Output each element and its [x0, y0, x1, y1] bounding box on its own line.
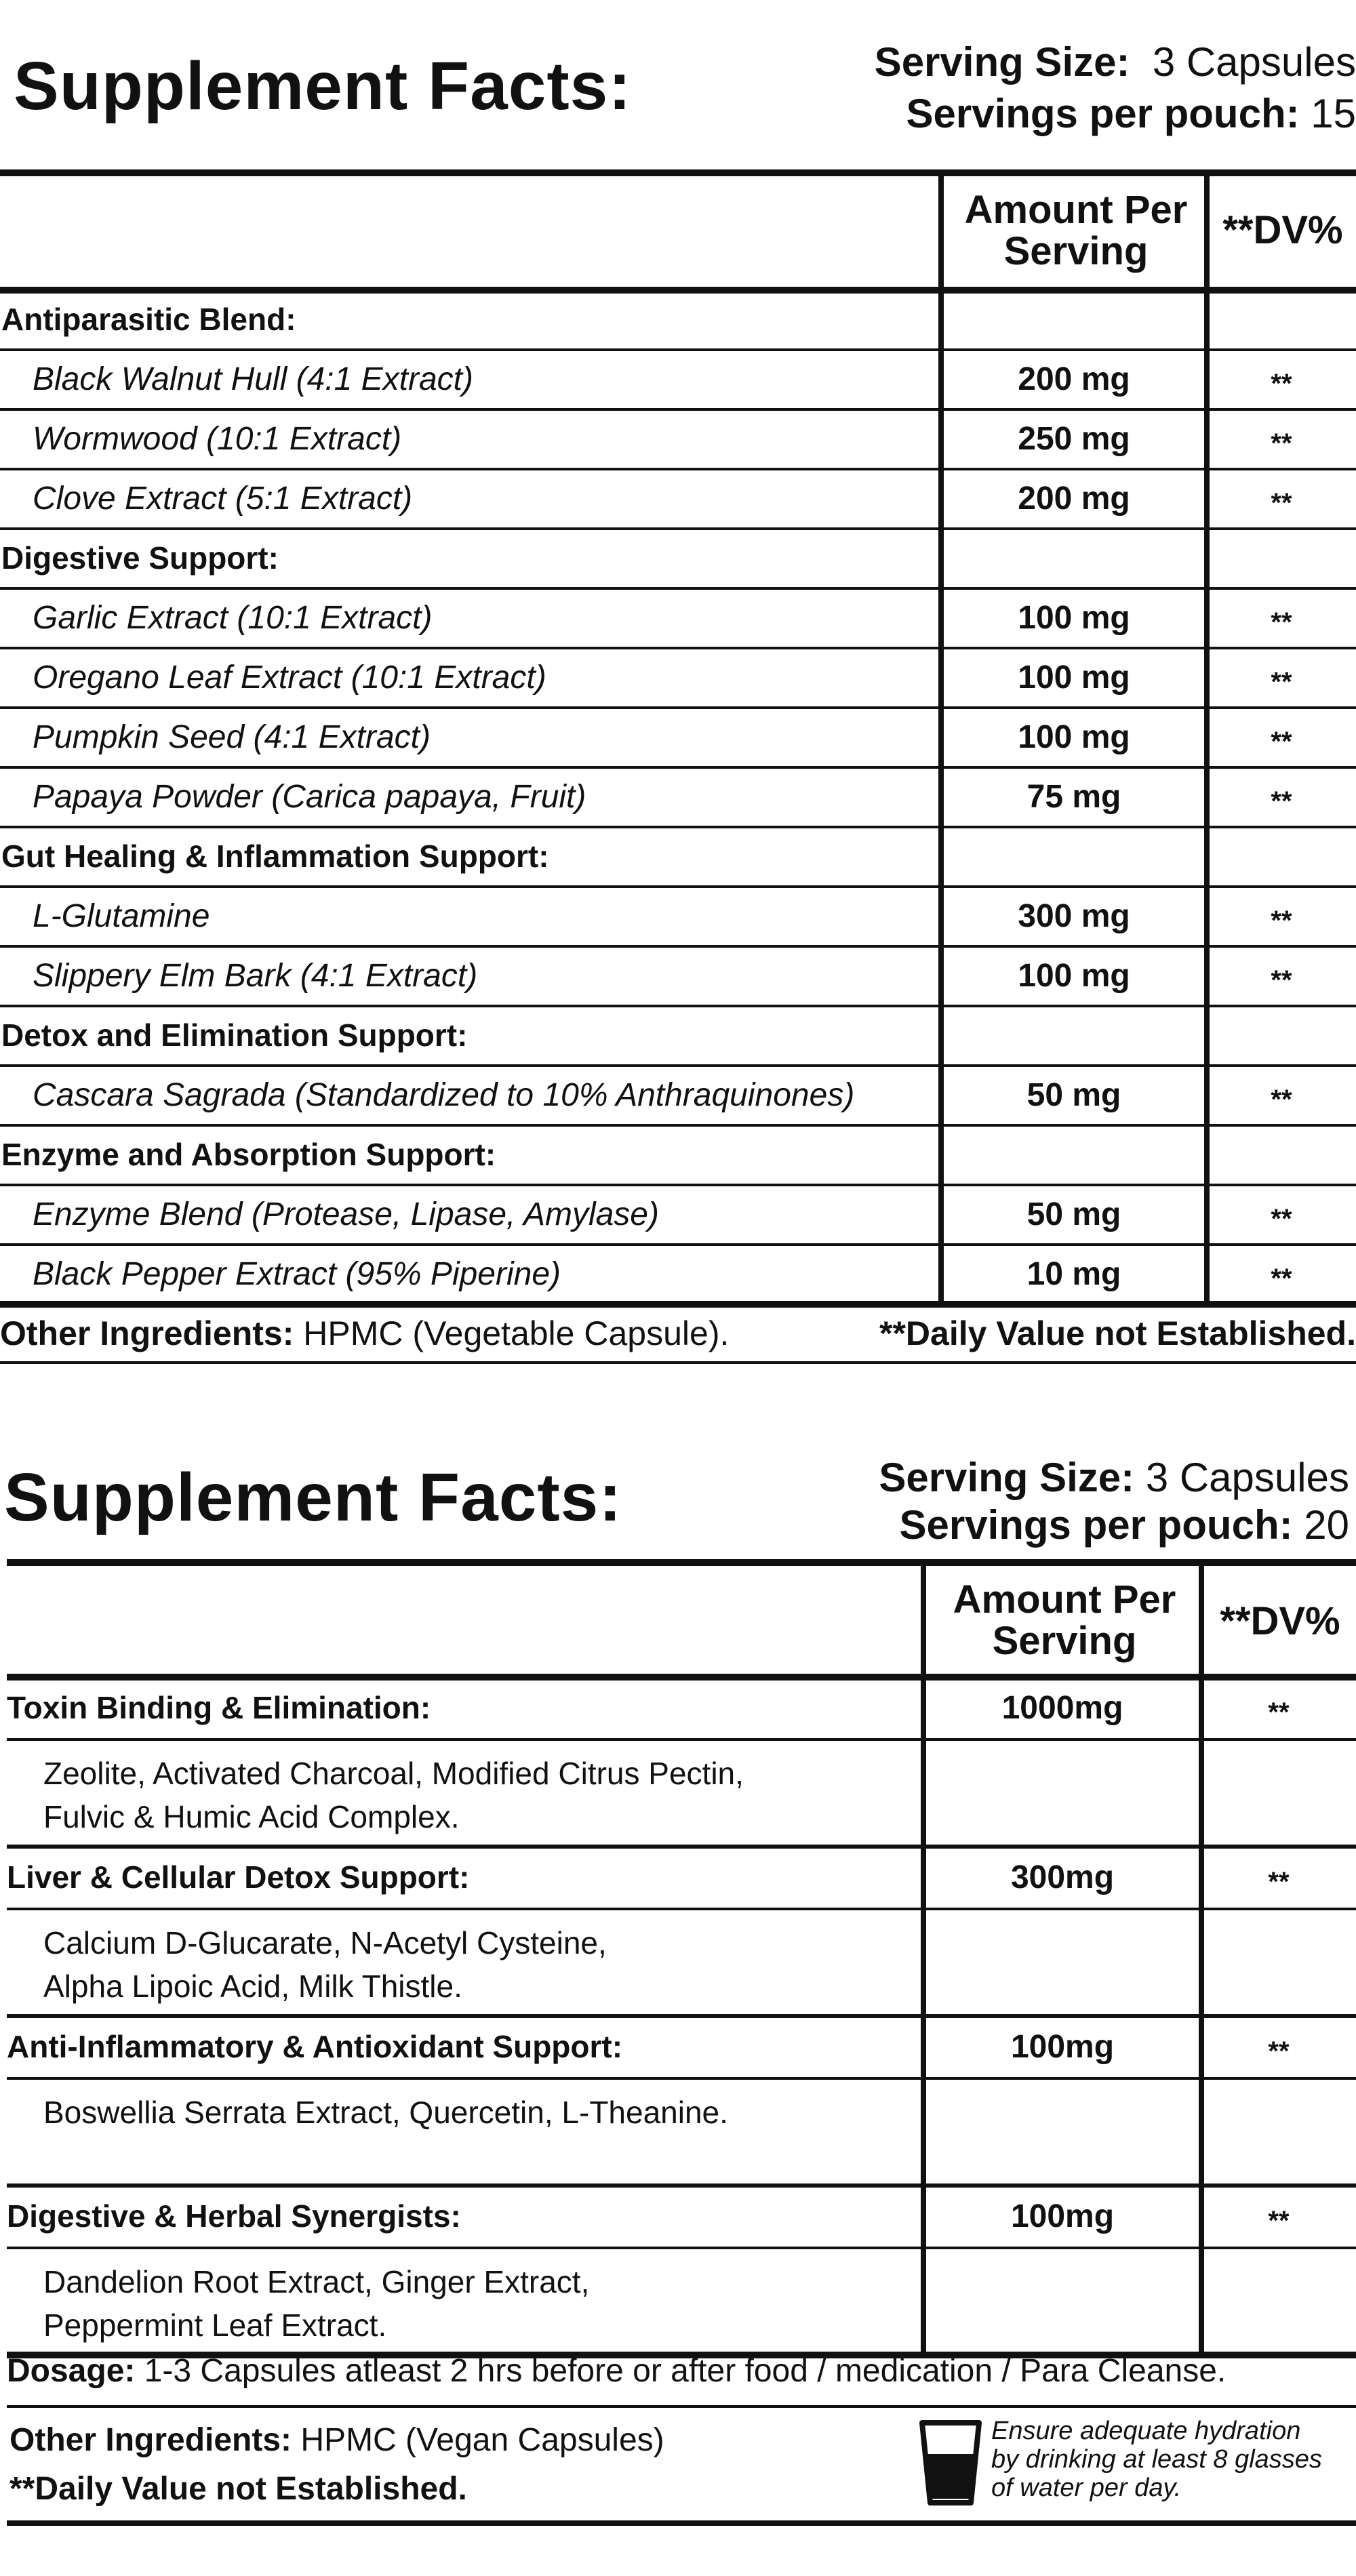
row-rule	[0, 706, 1356, 709]
group-ingredients-line-2: Fulvic & Humic Acid Complex.	[43, 1799, 460, 1834]
panel-1-col-dv: **DV%	[1222, 208, 1343, 252]
ingredient-amount: 50 mg	[1026, 1196, 1121, 1232]
group-ingredients-line-1: Calcium D-Glucarate, N-Acetyl Cysteine,	[43, 1925, 607, 1960]
group-amount: 100mg	[1010, 2029, 1115, 2065]
panel-1-serving-size: Serving Size: 3 Capsules	[874, 39, 1356, 85]
group-name: Liver & Cellular Detox Support:	[7, 1859, 470, 1895]
panel-2-col-amount: Amount Per Serving	[953, 1577, 1176, 1663]
ingredient-name: Garlic Extract (10:1 Extract)	[33, 600, 433, 636]
panel-2-serving-size: Serving Size: 3 Capsules	[879, 1455, 1349, 1500]
panel-1-dv-note: **Daily Value not Established.	[879, 1314, 1356, 1352]
ingredient-dv: **	[1271, 1204, 1292, 1234]
group-dv: **	[1268, 1867, 1290, 1897]
ingredient-dv: **	[1271, 727, 1292, 757]
category-name: Enzyme and Absorption Support:	[1, 1137, 496, 1172]
row-rule	[0, 468, 1356, 470]
panel-1-header-rule	[0, 287, 1356, 294]
panel-1-other-ingredients: Other Ingredients: HPMC (Vegetable Capsule).	[0, 1314, 730, 1352]
row-rule	[7, 2077, 1356, 2080]
row-rule	[0, 647, 1356, 649]
group-ingredients-line-1: Dandelion Root Extract, Ginger Extract,	[43, 2264, 590, 2299]
panel-2-footer-rule	[7, 2520, 1356, 2526]
group-name: Anti-Inflammatory & Antioxidant Support:	[7, 2029, 623, 2064]
row-rule	[7, 1738, 1356, 1741]
panel-1-col-divider-1	[938, 169, 944, 1304]
water-glass-icon	[917, 2419, 984, 2507]
ingredient-dv: **	[1271, 786, 1292, 816]
ingredient-dv: **	[1271, 428, 1292, 458]
panel-2-top-rule	[7, 1559, 1356, 1566]
row-rule	[0, 1243, 1356, 1246]
ingredient-dv: **	[1271, 369, 1292, 399]
group-dv: **	[1268, 2036, 1290, 2066]
group-rule	[7, 2183, 1356, 2188]
ingredient-amount: 50 mg	[1026, 1077, 1121, 1113]
panel-1-col-divider-2	[1204, 169, 1210, 1304]
row-rule	[0, 885, 1356, 888]
ingredient-dv: **	[1271, 1085, 1292, 1114]
ingredient-name: Enzyme Blend (Protease, Lipase, Amylase)	[33, 1196, 659, 1232]
ingredient-amount: 75 mg	[1026, 779, 1121, 815]
ingredient-name: Black Pepper Extract (95% Piperine)	[33, 1256, 561, 1292]
panel-1-footer-rule	[0, 1361, 1356, 1364]
row-rule	[0, 348, 1356, 351]
group-rule	[7, 1845, 1356, 1849]
group-dv: **	[1268, 1697, 1290, 1727]
ingredient-amount: 300 mg	[1018, 898, 1130, 934]
group-amount: 1000mg	[1001, 1690, 1123, 1726]
ingredient-name: Cascara Sagrada (Standardized to 10% Anthraquinones)	[33, 1077, 855, 1113]
group-name: Toxin Binding & Elimination:	[7, 1690, 431, 1725]
ingredient-dv: **	[1271, 965, 1292, 995]
ingredient-name: Wormwood (10:1 Extract)	[33, 421, 402, 457]
group-name: Digestive & Herbal Synergists:	[7, 2198, 461, 2234]
panel-1-col-amount: Amount Per Serving	[964, 188, 1188, 273]
ingredient-name: L-Glutamine	[33, 898, 210, 934]
row-rule	[0, 527, 1356, 530]
panel-2-col-divider-1	[921, 1559, 926, 2355]
ingredient-name: Slippery Elm Bark (4:1 Extract)	[33, 958, 478, 994]
panel-1-top-rule	[0, 169, 1356, 176]
group-ingredients-line-1: Zeolite, Activated Charcoal, Modified Citrus Pectin,	[43, 1756, 744, 1791]
group-amount: 100mg	[1010, 2198, 1115, 2234]
row-rule	[0, 945, 1356, 948]
category-name: Digestive Support:	[1, 540, 279, 576]
row-rule	[0, 1064, 1356, 1067]
panel-2-servings-per-pouch: Servings per pouch: 20	[899, 1502, 1349, 1548]
group-ingredients-line-1: Boswellia Serrata Extract, Quercetin, L-Theanine.	[43, 2095, 728, 2130]
panel-2-header-rule	[7, 1674, 1356, 1681]
ingredient-amount: 100 mg	[1018, 719, 1130, 755]
ingredient-name: Black Walnut Hull (4:1 Extract)	[33, 361, 473, 397]
ingredient-dv: **	[1271, 607, 1292, 637]
ingredient-name: Clove Extract (5:1 Extract)	[33, 481, 413, 517]
ingredient-amount: 200 mg	[1018, 481, 1130, 517]
panel-1-title: Supplement Facts:	[14, 48, 632, 124]
category-name: Antiparasitic Blend:	[1, 302, 296, 337]
panel-1-bottom-rule	[0, 1301, 1356, 1308]
panel-1-servings-per-pouch: Servings per pouch: 15	[906, 91, 1356, 136]
ingredient-amount: 10 mg	[1026, 1256, 1121, 1292]
row-rule	[7, 1908, 1356, 1910]
row-rule	[0, 826, 1356, 828]
panel-2-col-dv: **DV%	[1220, 1599, 1340, 1643]
ingredient-name: Oregano Leaf Extract (10:1 Extract)	[33, 660, 546, 696]
panel-2-other-ingredients: Other Ingredients: HPMC (Vegan Capsules)	[9, 2422, 664, 2458]
row-rule	[0, 587, 1356, 590]
row-rule	[0, 1005, 1356, 1007]
panel-2-dosage-rule	[7, 2405, 1356, 2408]
group-ingredients-line-2: Alpha Lipoic Acid, Milk Thistle.	[43, 1969, 462, 2004]
ingredient-amount: 100 mg	[1018, 600, 1130, 636]
ingredient-amount: 100 mg	[1018, 660, 1130, 696]
group-rule	[7, 2014, 1356, 2018]
row-rule	[0, 1184, 1356, 1186]
ingredient-amount: 200 mg	[1018, 361, 1130, 397]
ingredient-dv: **	[1271, 488, 1292, 518]
ingredient-name: Papaya Powder (Carica papaya, Fruit)	[33, 779, 586, 815]
panel-2-dv-note: **Daily Value not Established.	[9, 2471, 467, 2507]
category-name: Gut Healing & Inflammation Support:	[1, 839, 549, 874]
ingredient-dv: **	[1271, 906, 1292, 935]
ingredient-amount: 100 mg	[1018, 958, 1130, 994]
category-name: Detox and Elimination Support:	[1, 1018, 468, 1053]
ingredient-name: Pumpkin Seed (4:1 Extract)	[33, 719, 431, 755]
panel-2-title: Supplement Facts:	[4, 1460, 622, 1535]
row-rule	[0, 766, 1356, 769]
row-rule	[7, 2247, 1356, 2249]
group-dv: **	[1268, 2206, 1290, 2236]
panel-2-dosage: Dosage: 1-3 Capsules atleast 2 hrs before or after food / medication / Para Cleanse.	[7, 2353, 1227, 2389]
group-ingredients-line-2: Peppermint Leaf Extract.	[43, 2308, 387, 2343]
panel-2-col-divider-2	[1199, 1559, 1204, 2355]
hydration-note: Ensure adequate hydration by drinking at least 8 glasses of water per day.	[991, 2417, 1322, 2502]
row-rule	[0, 1124, 1356, 1127]
row-rule	[0, 408, 1356, 411]
ingredient-dv: **	[1271, 1264, 1292, 1293]
ingredient-amount: 250 mg	[1018, 421, 1130, 457]
group-amount: 300mg	[1010, 1859, 1115, 1895]
ingredient-dv: **	[1271, 667, 1292, 697]
